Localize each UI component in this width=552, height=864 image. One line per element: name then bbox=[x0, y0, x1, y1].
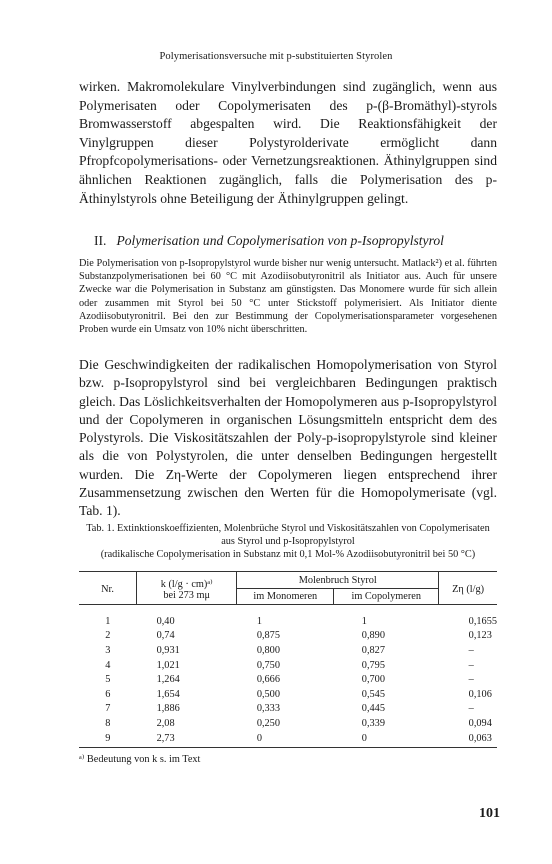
header-im-copolymeren: im Copolymeren bbox=[334, 589, 439, 605]
cell-nr: 9 bbox=[79, 731, 137, 748]
table-row bbox=[79, 658, 497, 673]
cell-monomeren: 0,875 bbox=[256, 630, 280, 642]
cell-z: 0,106 bbox=[468, 688, 492, 700]
header-nr: Nr. bbox=[79, 572, 137, 605]
header-k-line1: k (l/g · cm)ᵃ⁾ bbox=[160, 579, 213, 590]
cell-k: 0,40 bbox=[156, 615, 175, 627]
cell-z: 0,063 bbox=[439, 731, 497, 748]
table-caption-line1: Tab. 1. Extinktionskoeffizienten, Molenbrüche Styrol und Viskositätszahlen von Copolymerisaten aus Styrol und p-Isopropylstyrol bbox=[86, 523, 490, 548]
cell-z: 0,094 bbox=[468, 717, 492, 729]
table-row bbox=[79, 716, 497, 731]
cell-nr: 6 bbox=[105, 688, 111, 700]
cell-z: – bbox=[468, 674, 474, 686]
cell-copolymeren: 0 bbox=[334, 731, 439, 748]
cell-nr: 5 bbox=[105, 674, 111, 686]
cell-nr: 2 bbox=[105, 630, 111, 642]
cell-k: 1,264 bbox=[156, 674, 180, 686]
section-heading bbox=[94, 233, 514, 249]
header-k-line2: bei 273 mμ bbox=[163, 590, 211, 601]
table-caption bbox=[79, 522, 497, 562]
cell-copolymeren: 1 bbox=[361, 615, 367, 627]
cell-nr: 1 bbox=[105, 615, 111, 627]
cell-monomeren: 0,800 bbox=[256, 644, 280, 656]
cell-monomeren: 0,500 bbox=[256, 688, 280, 700]
cell-z: – bbox=[468, 659, 474, 671]
cell-nr: 4 bbox=[105, 659, 111, 671]
cell-k: 0,931 bbox=[156, 644, 180, 656]
cell-copolymeren: 0,795 bbox=[361, 659, 385, 671]
cell-z: – bbox=[468, 644, 474, 656]
page-number: 101 bbox=[479, 806, 500, 821]
table-footnote: ᵃ⁾ Bedeutung von k s. im Text bbox=[79, 754, 201, 765]
cell-copolymeren: 0,890 bbox=[361, 630, 385, 642]
small-print-paragraph: Die Polymerisation von p-Isopropylstyrol wurde bisher nur wenig untersucht. Matlack²) et al. führten Substanzpolymerisationen bei 60 °C mit Azodiisobutyronitril als Initiator aus. Auch für unsere Zwecke war die Polymerisation in Substanz am günstigsten. Das Monomere wurde für sich allein oder zusammen mit Styrol bei 50 °C unter Stickstoff polymerisiert. Als Initiator diente Azodiisobutyronitril. Bei den zur Bestimmung der Copolymerisationsparameter vorgesehenen Proben wurde ein Umsatz von 10% nicht überschritten. bbox=[79, 258, 497, 336]
table-row bbox=[79, 672, 497, 687]
table-row bbox=[79, 731, 497, 748]
cell-k: 2,08 bbox=[156, 717, 175, 729]
cell-copolymeren: 0,339 bbox=[361, 717, 385, 729]
cell-monomeren: 0,750 bbox=[256, 659, 280, 671]
body-paragraph-2: Die Geschwindigkeiten der radikalischen Homopolymerisation von Styrol bzw. p-Isopropylstyrol sind bei vergleichbaren Bedingungen praktisch gleich. Das Löslichkeitsverhalten der Homopolymeren aus p-Isopropylstyrol und der Copolymeren in organischen Lösungsmitteln entspricht dem des Polystyrols. Die Viskositätszahlen der Poly-p-isopropylstyrole sind kleiner als die von Polystyrolen, die unter denselben Bedingungen hergestellt wurden. Die Zη-Werte der Copolymeren liegen entsprechend ihrer Zusammensetzung zwischen den Werten für die Homopolymerisate (vgl. Tab. 1). bbox=[79, 357, 497, 519]
table-row bbox=[79, 702, 497, 717]
cell-k: 1,021 bbox=[156, 659, 180, 671]
cell-z: 0,1655 bbox=[468, 615, 497, 627]
cell-copolymeren: 0,827 bbox=[361, 644, 385, 656]
cell-nr: 8 bbox=[105, 717, 111, 729]
cell-nr: 3 bbox=[105, 644, 111, 656]
cell-z: 0,123 bbox=[468, 630, 492, 642]
cell-k: 0,74 bbox=[156, 630, 175, 642]
section-number: II. bbox=[94, 233, 107, 248]
table-caption-line2: (radikalische Copolymerisation in Substanz mit 0,1 Mol-% Azodiisobutyronitril bei 50 °C) bbox=[100, 549, 476, 561]
cell-z: – bbox=[468, 703, 474, 715]
header-k bbox=[137, 572, 237, 605]
cell-copolymeren: 0,700 bbox=[361, 674, 385, 686]
table-row bbox=[79, 687, 497, 702]
body-paragraph-1: wirken. Makromolekulare Vinylverbindungen sind zugänglich, wenn aus Polymerisaten oder Copolymerisaten des p-(β-Bromäthyl)-styrols Bromwasserstoff abgespalten wird. Die Reaktionsfähigkeit der Vinylgruppen dieser Polystyrolderivate ermöglicht dann Pfropfcopolymerisations- oder Vernetzungsreaktionen. Äthinylgruppen sind ähnlichen Reaktionen zugänglich, falls die Polymerisation des p-Äthinylstyrols ohne Beteiligung der Äthinylgruppen gelingt. bbox=[79, 79, 497, 206]
cell-copolymeren: 0,445 bbox=[361, 703, 385, 715]
cell-k: 1,654 bbox=[156, 688, 180, 700]
cell-monomeren: 0 bbox=[237, 731, 334, 748]
cell-k: 1,886 bbox=[156, 703, 180, 715]
table-row bbox=[79, 629, 497, 644]
table-row bbox=[79, 605, 497, 629]
header-molenbruch: Molenbruch Styrol bbox=[237, 572, 439, 589]
cell-monomeren: 0,250 bbox=[256, 717, 280, 729]
header-im-monomeren: im Monomeren bbox=[237, 589, 334, 605]
running-head: Polymerisationsversuche mit p-substituierten Styrolen bbox=[159, 51, 393, 62]
cell-monomeren: 0,666 bbox=[256, 674, 280, 686]
data-table bbox=[79, 571, 497, 748]
cell-monomeren: 0,333 bbox=[256, 703, 280, 715]
cell-copolymeren: 0,545 bbox=[361, 688, 385, 700]
table-row bbox=[79, 643, 497, 658]
cell-monomeren: 1 bbox=[256, 615, 262, 627]
cell-k: 2,73 bbox=[137, 731, 237, 748]
section-title: Polymerisation und Copolymerisation von p-Isopropylstyrol bbox=[116, 233, 444, 248]
header-z: Zη (l/g) bbox=[439, 572, 497, 605]
cell-nr: 7 bbox=[105, 703, 111, 715]
